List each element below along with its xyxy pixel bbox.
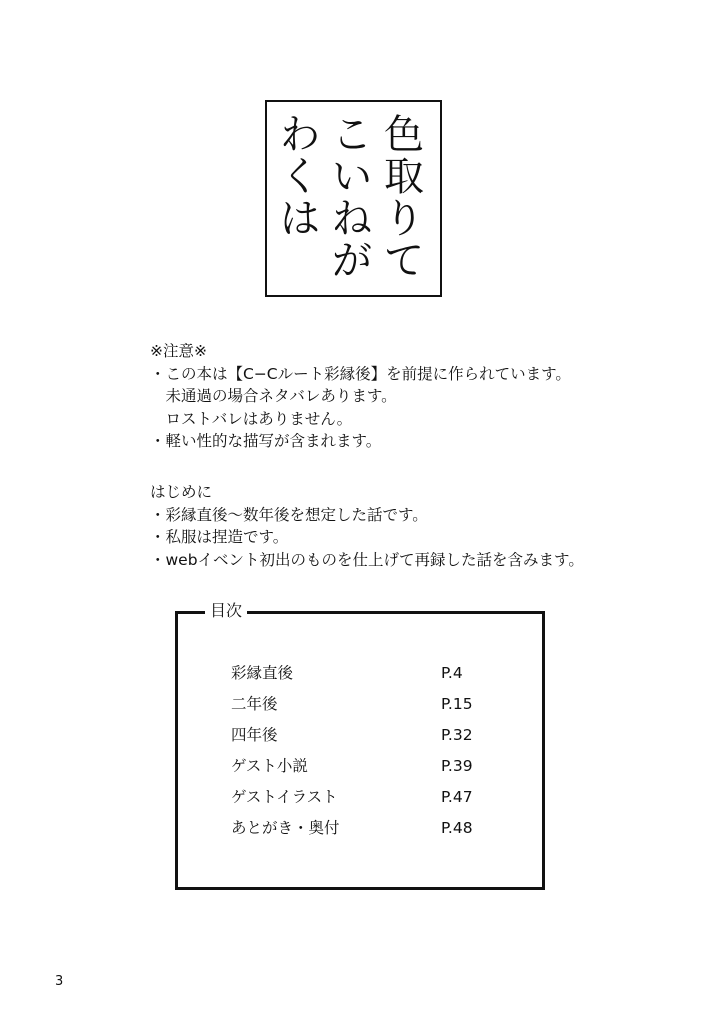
toc-entry-label: 彩縁直後 — [231, 664, 294, 682]
title-char: ね — [332, 196, 372, 242]
notes-line: ロストバレはありません。 — [150, 409, 353, 428]
toc-entry-label: あとがき・奥付 — [231, 819, 340, 837]
intro-heading: はじめに — [150, 483, 213, 501]
toc-entry-page: P.4 — [441, 664, 463, 682]
notes-line: ・軽い性的な描写が含まれます。 — [150, 432, 382, 450]
title-frame — [265, 100, 442, 297]
toc-entry-page: P.48 — [441, 819, 473, 837]
title-column-2 — [330, 114, 374, 282]
toc-entry — [231, 661, 512, 685]
toc-entry-label: 四年後 — [231, 726, 278, 744]
title-char: 色 — [384, 112, 424, 158]
intro-line: ・私服は捏造です。 — [150, 528, 289, 546]
title-char: て — [384, 238, 424, 284]
notes-line: ・この本は【C−Cルート彩縁後】を前提に作られています。 — [150, 364, 571, 383]
toc-entry-label: ゲスト小説 — [231, 757, 308, 775]
toc-entry-label: ゲストイラスト — [231, 788, 338, 806]
title-char: が — [332, 238, 372, 284]
title-char: り — [384, 196, 424, 242]
title-char: わ — [280, 112, 320, 158]
toc-entry — [231, 754, 512, 778]
toc-entry-page: P.15 — [441, 695, 473, 713]
toc-entry — [231, 692, 512, 716]
title-column-3 — [278, 114, 322, 240]
title-char: こ — [332, 112, 372, 158]
intro-line: ・彩縁直後〜数年後を想定した話です。 — [150, 505, 428, 524]
notes-line: 未通過の場合ネタバレあります。 — [150, 387, 397, 405]
table-of-contents — [175, 601, 545, 890]
toc-title: 目次 — [205, 600, 247, 622]
page-number: 3 — [55, 974, 64, 989]
toc-entry — [231, 723, 512, 747]
notes-heading: ※注意※ — [150, 342, 207, 360]
intro-line: ・webイベント初出のものを仕上げて再録した話を含みます。 — [150, 550, 584, 569]
toc-entry-label: 二年後 — [231, 695, 278, 713]
title-column-1 — [382, 114, 426, 282]
toc-entry-page: P.32 — [441, 726, 473, 744]
toc-entry-page: P.47 — [441, 788, 473, 806]
notes-section — [150, 340, 571, 453]
intro-section — [150, 481, 584, 571]
title-char: く — [280, 154, 320, 200]
toc-entry — [231, 816, 512, 840]
title-char: 取 — [384, 154, 424, 200]
toc-entry — [231, 785, 512, 809]
toc-entry-page: P.39 — [441, 757, 473, 775]
title-char: い — [332, 154, 372, 200]
title-char: は — [280, 196, 320, 242]
